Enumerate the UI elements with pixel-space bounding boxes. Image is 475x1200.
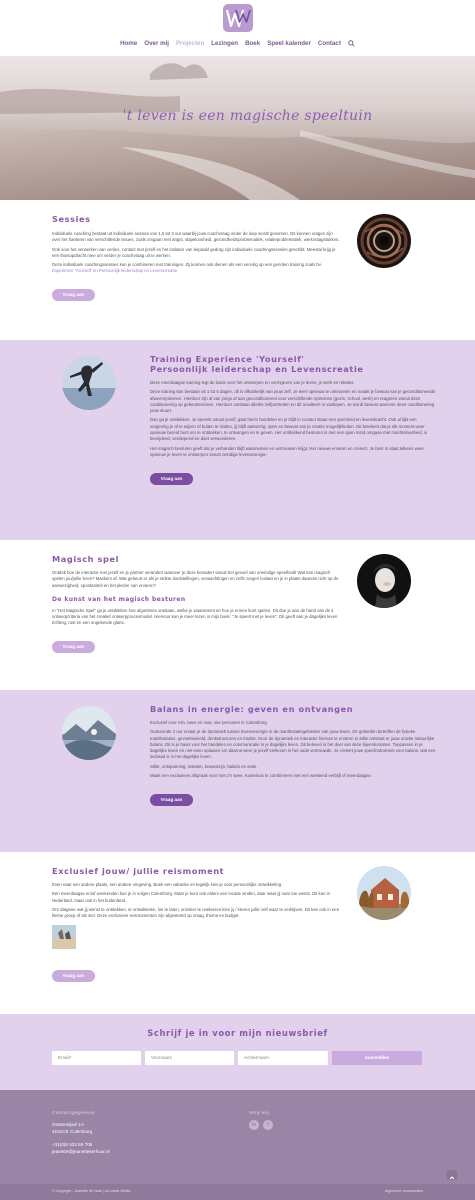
reis-request-button[interactable]: Vraag aan [52,970,95,982]
balans-image [62,706,116,760]
sessies-paragraph [52,262,342,275]
last-name-input[interactable]: Achternaam [238,1051,328,1065]
magisch-image [357,554,411,608]
site-footer [0,1090,475,1200]
site-header [0,0,475,56]
footer-bottom-bar [0,1184,475,1200]
training-title [150,354,436,374]
magisch-content [52,554,342,653]
nav-lezingen[interactable]: Lezingen [211,40,239,47]
balans-title: Balans in energie: geven en ontvangen [150,704,354,714]
training-title-line1: Training Experience 'Yourself' [150,354,305,364]
footer-email[interactable]: jeanette@jeanettekerhuur.nl [52,1149,110,1154]
scroll-to-top-button[interactable] [447,1170,457,1180]
first-name-input[interactable]: Voornaam [145,1051,234,1065]
nav-boek[interactable]: Boek [245,40,261,47]
section-sessies [0,200,475,340]
training-image [62,356,116,410]
main-nav [0,40,475,47]
reis-image [357,866,411,920]
portrait-image [357,554,411,608]
landscape-image [62,706,116,760]
sessies-paragraph: Ook voor het verwerken van verlies, contact met jezelf en het loslaten van bepaald gedrag zijn individuele coachingssessies geschikt. Meestal krijg je een thuisopdracht mee om verder je coachvraag uit te werken. [52,246,336,258]
nav-home[interactable]: Home [120,40,138,47]
magisch-subtitle: De kunst van het magisch besturen [52,595,186,603]
email-input[interactable]: Email* [52,1051,141,1065]
facebook-icon[interactable]: f [263,1120,273,1130]
training-request-button[interactable]: Vraag aan [150,473,193,485]
footer-phone[interactable]: +31(0)6 533 58 705 [52,1142,93,1147]
linkedin-icon[interactable]: in [249,1120,259,1130]
balans-paragraph: Maak een exclusieve afspraak voor met z'n twee. Kosteloos te combineren met een weekend verblijf of meerdaagse. [150,773,372,779]
hero-banner [0,52,475,200]
training-paragraph: Deze training kan bestaan uit 1 tot 5 dagen, dit is afhankelijk van jouw zelf. Je leert opnieuw te ontmoeten en maakt je bewust van je geconditioneerde afweersystemen. Hierdoor zijn al van jongs af aan geconditioneerd voor verschillende systemen (gezin, school, werk) en reageren vanuit deze conditionering op gebeurtenissen. Hierdoor ontstaan allerlei zelfportretten en dit resulteert in vastlopen. Je wordt bewust wanneer deze conditionering jouw stuurt. [150,389,436,414]
chevron-up-icon [447,1173,457,1183]
balans-paragraph: Gedurende 2 uur ervaar je de dynamiek tussen levensenergie in de manifestatiegebieden van jouw leven. De gebieden betreffen de fysieke manifestaties, gevoelswereld, denkstructuren en intuïtie. Door de dynamiek en interactie hiervan te ervaren in stilte ontstaat er jouw unieke natuurlijke balans. Dit is je basis voor het handelen en communicatie in je dagelijks leven. Dit beleven is het doel van deze bijeenkomsten. Toepassen in je dagelijks leven en niet even oplaaien om daarna weer je jezelf verliezen in het oude vertrouwde. Je creëert jouw speelinstrument voor balans, wat een leidraad is in het dagelijks leven. [150,729,436,760]
hero-tagline: 't leven is een magische speeltuin [122,108,373,124]
reis-title: Exclusief jouw/ jullie reismoment [52,866,225,876]
training-paragraph: Het magisch besturen geeft dat je verbanden blijft waarnemen en vertrouwen krijgt. Het nieuwe ervaren en creëert. Je bent in staat telkens weer opnieuw je leven te ontwerpen vanuit zeindige levensenergie. [150,445,424,457]
dancer-image [62,356,116,410]
section-training [0,340,475,540]
reis-content [52,866,342,982]
newsletter-submit-button[interactable]: Aanmelden [332,1051,422,1065]
footer-legal-link[interactable]: Algemene voorwaarden [385,1189,423,1193]
reis-thumbnail[interactable] [52,925,76,949]
sessies-training-link[interactable]: Experience 'Yourself' en Persoonlijk leiderschap en Levenscreatie [52,268,177,274]
balans-content [150,704,436,806]
search-icon[interactable] [348,40,355,47]
training-paragraph: Dan ga je ontdekken. Je spreekt vanuit jezelf, gaat hierin handelen en je blijft in contact staan met openheid en levenskracht. Ook al lijkt een omgeving je af te wijzen of buiten te sluiten, jij blijft aanwezig, open en bewust van je creatie mogelijkheden. Dit betekent dat je elk moment weer opnieuw bereid bent om te ontdekken, te ontvangen en te geven. Het ontdekkend besturen is met een open mind omgaan met machteloosheid, is bevrijdend, verdiepend en doet verwonderen. [150,417,428,442]
balans-paragraph: Stilte, ontspanning, loslaten, bewustzijn, balans en actie. [150,763,258,769]
training-paragraph: Deze meerdaagse training legt de basis voor het ontwerpen en vormgeven van je leven, je werk en relaties. [150,380,355,385]
reis-paragraph: Een meerdaagse en/of weekenden kun je in volgen Culemborg. Maar je kunt ook elders een locatie vinden, daar waar jij naar toe wenst. Dit kan in Nederland, maar ook in het buitenland. [52,891,331,903]
section-reismoment [0,852,475,1014]
sessies-paragraph: Individuele coaching bestaat uit individuele sessies van 1,5 tot 3 uur waarbij jouw coachvraag onder de loep wordt genomen. Dit kunnen vragen zijn over het hanteren van verschillende issues, zoals omgaan met angst, slapeloosheid, gezondheidsproblematiek, relatieproblematiek, werkvraagstukken. [52,231,340,243]
nav-over-mij[interactable]: Over mij [144,40,170,47]
section-balans [0,690,475,852]
balans-paragraph: Exclusief voor min. twee en max. vier personen in Culemborg [150,720,267,725]
section-magisch-spel [0,540,475,690]
footer-address-line: 4101CE Culemborg [52,1129,93,1134]
hero-image [0,52,475,200]
vortex-image [357,214,411,268]
footer-address-line: Oosterwijsel 1A [52,1122,84,1127]
reis-paragraph: Even naar een andere plaats, een andere omgeving. Boek een vakantie en tegelijk kies je voor persoonlijke ontwikkeling. [52,882,283,887]
footer-contact [52,1110,212,1155]
section-newsletter [0,1014,475,1090]
training-title-line2: Persoonlijk leiderschap en Levenscreatie [150,364,364,374]
magisch-paragraph: In "Het Magische Spel" ga je ontdekken hoe algoritmes ontstaan, welke je waarneemt en hoe je ermee kunt spelen. Dit doe je aan de hand van de 4 ontwerpcriteria van het creatief ontwerpprocesmodel. Hiervoor kun je meer lezen in mijn boek: "Je speelt met je leven". Dit geeft aan je dagelijks leven richting, rust en een ongekende glans. [52,607,338,626]
magisch-title: Magisch spel [52,554,120,564]
logo[interactable] [222,3,254,33]
sessies-title: Sessies [52,214,91,224]
footer-follow-heading: Volg mij [249,1110,269,1115]
newsletter-title: Schrijf je in voor mijn nieuwsbrief [147,1028,328,1038]
magisch-paragraph: Ontdek hoe de interactie met jezelf en je partner verandert wanneer je deze benadert vanuit het gevoel van oneindige speelheid! Wat kan magisch spelen jou/jullie leren? Maskers af. Wat gebeurt er als je strikte doelstellingen, verwachtingen en zelfs zorgen loslaat en je in plaats daarvan richt op de aanwezigheid, spontaniteit en het plezier van ervaren? [52,570,339,588]
footer-contact-heading: Contactgegevens [52,1110,95,1115]
footer-copyright: © Copyright - Jeanette de Haar | c/o Jadar Media [52,1189,131,1193]
sessies-content [52,214,342,301]
balans-request-button[interactable]: Vraag aan [150,794,193,806]
reis-paragraph: Om datgene wat jij wenst te ontdekken, te ontwikkelen, los te laten, onzeker te realiseren kies jij / kiezen jullie zelf waar te verblijven. Dit kan ook in een kleine groep of als stel. Deze exclusieve reismomenten zijn afgestemd op vraag, thema en budget. [52,906,340,919]
sessies-image [357,214,411,268]
footer-follow [249,1110,329,1115]
nav-projecten[interactable]: Projecten [176,40,205,47]
training-content [150,354,436,485]
sessies-request-button[interactable]: Vraag aan [52,289,95,301]
nav-contact[interactable]: Contact [317,40,341,47]
sessies-paragraph-text: Deze individuele coachingssessies kun je combineren met trainingen. Zij kunnen ook dienen als een vervolg op een genoten training zoals bv. [52,262,322,268]
nav-speel-kalender[interactable]: Speel kalender [267,40,311,47]
house-image [357,866,411,920]
magisch-request-button[interactable]: Vraag aan [52,641,95,653]
